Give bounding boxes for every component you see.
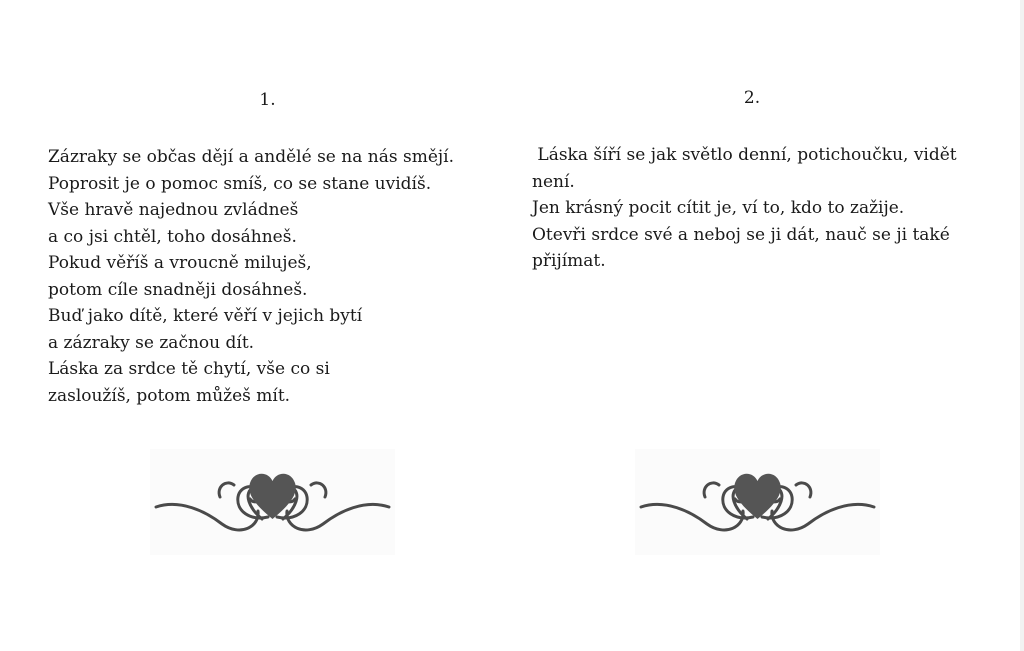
heart-swirl-ornament-icon (635, 449, 880, 555)
poem-line: Láska šíří se jak světlo denní, potichoučku, vidět (532, 145, 957, 165)
poem-text (48, 144, 488, 409)
poem-line: a zázraky se začnou dít. (48, 332, 255, 353)
poem-line: zasloužíš, potom můžeš mít. (48, 385, 291, 406)
poem-line: potom cíle snadněji dosáhneš. (48, 279, 308, 300)
poem-line: Zázraky se občas dějí a andělé se na nás smějí. (48, 147, 454, 167)
poem-line: Vše hravě najednou zvládneš (48, 200, 299, 220)
poem-line: není. (532, 171, 575, 192)
poem-line: Poprosit je o pomoc smíš, co se stane uvidíš. (48, 173, 432, 194)
page-number: 2. (743, 88, 761, 108)
poem-text (532, 142, 982, 275)
right-page (512, 0, 1024, 651)
poem-line: přijímat. (532, 251, 606, 271)
page-edge (1020, 0, 1024, 651)
page-number: 1. (259, 90, 276, 110)
poem-line: Láska za srdce tě chytí, vše co si (48, 359, 330, 379)
poem-line: Buď jako dítě, které věří v jejich bytí (48, 306, 363, 326)
poem-line: Otevři srdce své a neboj se ji dát, nauč se ji také (532, 224, 950, 245)
poem-line: Jen krásný pocit cítit je, ví to, kdo to zažije. (532, 198, 905, 218)
heart-swirl-ornament-icon (150, 449, 395, 555)
poem-line: a co jsi chtěl, toho dosáhneš. (48, 226, 297, 247)
poem-line: Pokud věříš a vroucně miluješ, (48, 253, 312, 273)
